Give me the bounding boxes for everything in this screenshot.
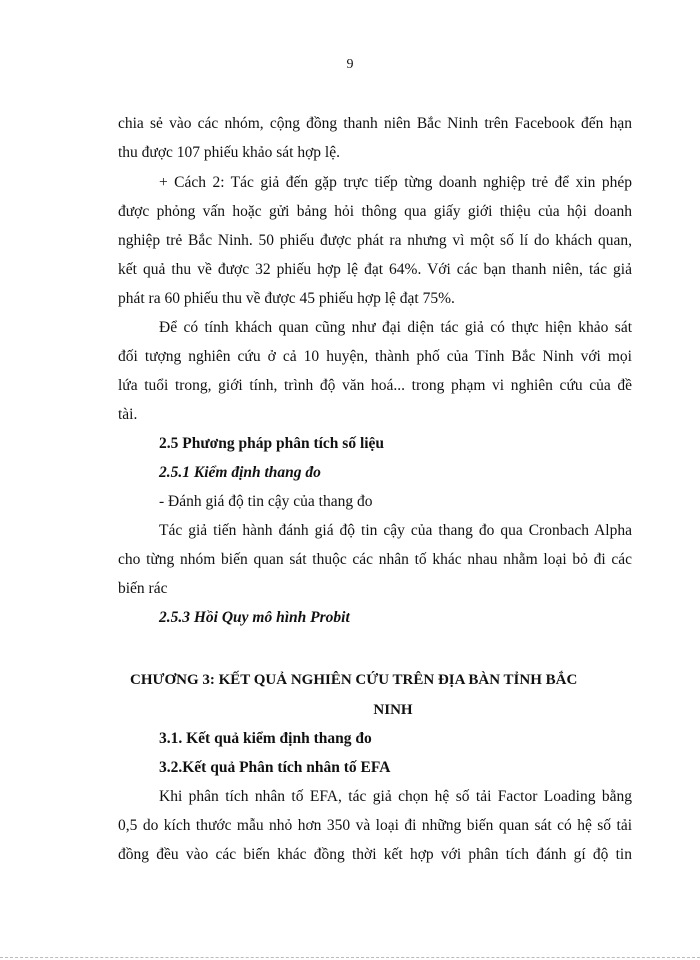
paragraph-line: phát ra 60 phiếu thu về được 45 phiếu hợp lệ đạt 75%.: [118, 290, 455, 307]
paragraph-line: chia sẻ vào các nhóm, cộng đồng thanh niên Bắc Ninh trên Facebook đến hạn: [118, 115, 632, 132]
section-heading: 3.1. Kết quả kiểm định thang đo: [159, 730, 372, 747]
paragraph-line: + Cách 2: Tác giả đến gặp trực tiếp từng doanh nghiệp trẻ để xin phép: [159, 174, 632, 191]
paragraph-line: được phỏng vấn hoặc gửi bảng hỏi thông qua giấy giới thiệu của hội doanh: [118, 203, 632, 220]
chapter-title: CHƯƠNG 3: KẾT QUẢ NGHIÊN CỨU TRÊN ĐỊA BÀN TỈNH BẮC: [130, 672, 578, 688]
section-heading: 2.5 Phương pháp phân tích số liệu: [159, 435, 385, 452]
paragraph-line: cho từng nhóm biến quan sát thuộc các nhân tố khác nhau nhằm loại bỏ đi các: [118, 551, 632, 568]
paragraph-line: Tác giả tiến hành đánh giá độ tin cậy của thang đo qua Cronbach Alpha: [159, 522, 632, 539]
page-number: 9: [346, 57, 354, 72]
page-bottom-rule: [0, 957, 700, 958]
subsection-heading: 2.5.1 Kiểm định thang đo: [159, 464, 321, 481]
section-heading: 3.2.Kết quả Phân tích nhân tố EFA: [159, 759, 391, 776]
paragraph-line: 0,5 do kích thước mẫu nhỏ hơn 350 và loại đi những biến quan sát có hệ số tải: [118, 817, 632, 834]
paragraph-line: thu được 107 phiếu khảo sát hợp lệ.: [118, 144, 340, 161]
paragraph-line: Để có tính khách quan cũng như đại diện tác giả có thực hiện khảo sát: [159, 319, 632, 336]
paragraph-line: tài.: [118, 406, 138, 423]
paragraph-line: đối tượng nghiên cứu ở cả 10 huyện, thành phố của Tỉnh Bắc Ninh với mọi: [118, 348, 632, 365]
paragraph-line: nghiệp trẻ Bắc Ninh. 50 phiếu được phát ra nhưng vì một số lí do khách quan,: [118, 232, 632, 249]
bullet-text: - Đánh giá độ tin cậy của thang đo: [159, 493, 373, 510]
paragraph-line: đồng đều vào các biến khác đồng thời kết hợp với phân tích đánh gí độ tin: [118, 846, 632, 863]
paragraph-line: lứa tuổi trong, giới tính, trình độ văn hoá... trong phạm vi nghiên cứu của đề: [118, 377, 632, 394]
subsection-heading: 2.5.3 Hồi Quy mô hình Probit: [159, 609, 350, 626]
paragraph-line: biến rác: [118, 580, 168, 597]
paragraph-line: Khi phân tích nhân tố EFA, tác giả chọn hệ số tải Factor Loading bằng: [159, 788, 632, 805]
chapter-title: NINH: [373, 702, 413, 718]
paragraph-line: kết quả thu về được 32 phiếu hợp lệ đạt 64%. Với các bạn thanh niên, tác giả: [118, 261, 632, 278]
